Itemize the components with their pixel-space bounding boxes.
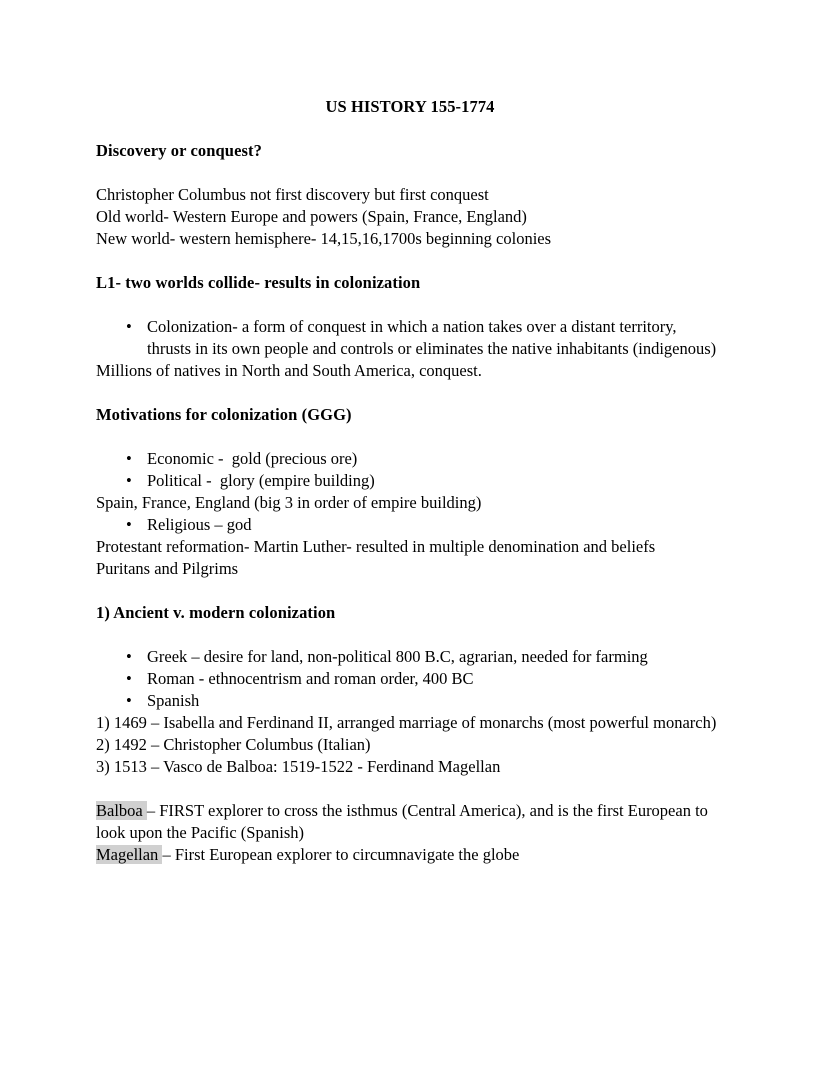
list-item (96, 514, 724, 536)
explorer-entry-magellan (96, 844, 724, 866)
heading-ancient-v-modern-colonization: 1) Ancient v. modern colonization (96, 603, 336, 622)
spacer (96, 250, 724, 272)
l1-line-millions-of-natives: Millions of natives in North and South America, conquest. (96, 361, 482, 380)
list-item-label: Colonization- a form of conquest in which a nation takes over a distant territory, thrusts in its own people and controls or eliminates the native inhabitants (indigenous) (147, 317, 717, 358)
spacer (96, 624, 724, 646)
spacer (96, 426, 724, 448)
explorer-balboa-description: – FIRST explorer to cross the isthmus (Central America), and is the first European to look upon the Pacific (Spanish) (96, 801, 708, 842)
motivations-line-big-three: Spain, France, England (big 3 in order of empire building) (96, 493, 482, 512)
spacer (96, 294, 724, 316)
motivations-line-puritans-pilgrims: Puritans and Pilgrims (96, 559, 239, 578)
highlighted-term-balboa: Balboa (96, 801, 147, 820)
list-item (96, 690, 724, 712)
explorer-entry-balboa (96, 800, 724, 844)
document-content (96, 96, 724, 866)
list-item-label: Religious – god (147, 515, 252, 534)
document-title: US HISTORY 155-1774 (325, 97, 495, 116)
list-item-label: Spanish (147, 691, 200, 710)
explorer-magellan-description: – First European explorer to circumnavigate the globe (162, 845, 520, 864)
heading-l1-two-worlds-collide: L1- two worlds collide- results in colonization (96, 273, 421, 292)
list-item (96, 668, 724, 690)
heading-discovery-or-conquest: Discovery or conquest? (96, 141, 262, 160)
spacer (96, 162, 724, 184)
ancient-modern-numbered-line-2: 2) 1492 – Christopher Columbus (Italian) (96, 735, 371, 754)
bullet-icon: • (126, 471, 132, 490)
list-item (96, 316, 724, 360)
motivations-bullet-list-two (96, 514, 724, 536)
motivations-bullet-list-one (96, 448, 724, 492)
discovery-line-2: Old world- Western Europe and powers (Spain, France, England) (96, 207, 527, 226)
motivations-line-protestant-reformation: Protestant reformation- Martin Luther- resulted in multiple denomination and beliefs (96, 537, 656, 556)
ancient-modern-numbered-line-3: 3) 1513 – Vasco de Balboa: 1519-1522 - Ferdinand Magellan (96, 757, 501, 776)
heading-motivations-for-colonization: Motivations for colonization (GGG) (96, 405, 352, 424)
discovery-line-1: Christopher Columbus not first discovery but first conquest (96, 185, 489, 204)
list-item (96, 646, 724, 668)
list-item-label: Economic - gold (precious ore) (147, 449, 358, 468)
bullet-icon: • (126, 449, 132, 468)
spacer (96, 580, 724, 602)
bullet-icon: • (126, 317, 132, 336)
ancient-modern-numbered-line-1: 1) 1469 – Isabella and Ferdinand II, arranged marriage of monarchs (most powerful monarch) (96, 713, 717, 732)
bullet-icon: • (126, 691, 132, 710)
highlighted-term-magellan: Magellan (96, 845, 163, 864)
bullet-icon: • (126, 647, 132, 666)
list-item-label: Greek – desire for land, non-political 800 B.C, agrarian, needed for farming (147, 647, 648, 666)
list-item-label: Roman - ethnocentrism and roman order, 400 BC (147, 669, 474, 688)
l1-bullet-list (96, 316, 724, 360)
spacer (96, 118, 724, 140)
list-item (96, 448, 724, 470)
list-item-label: Political - glory (empire building) (147, 471, 375, 490)
bullet-icon: • (126, 515, 132, 534)
discovery-line-3: New world- western hemisphere- 14,15,16,1700s beginning colonies (96, 229, 552, 248)
spacer (96, 778, 724, 800)
ancient-modern-bullet-list (96, 646, 724, 712)
spacer (96, 382, 724, 404)
list-item (96, 470, 724, 492)
bullet-icon: • (126, 669, 132, 688)
